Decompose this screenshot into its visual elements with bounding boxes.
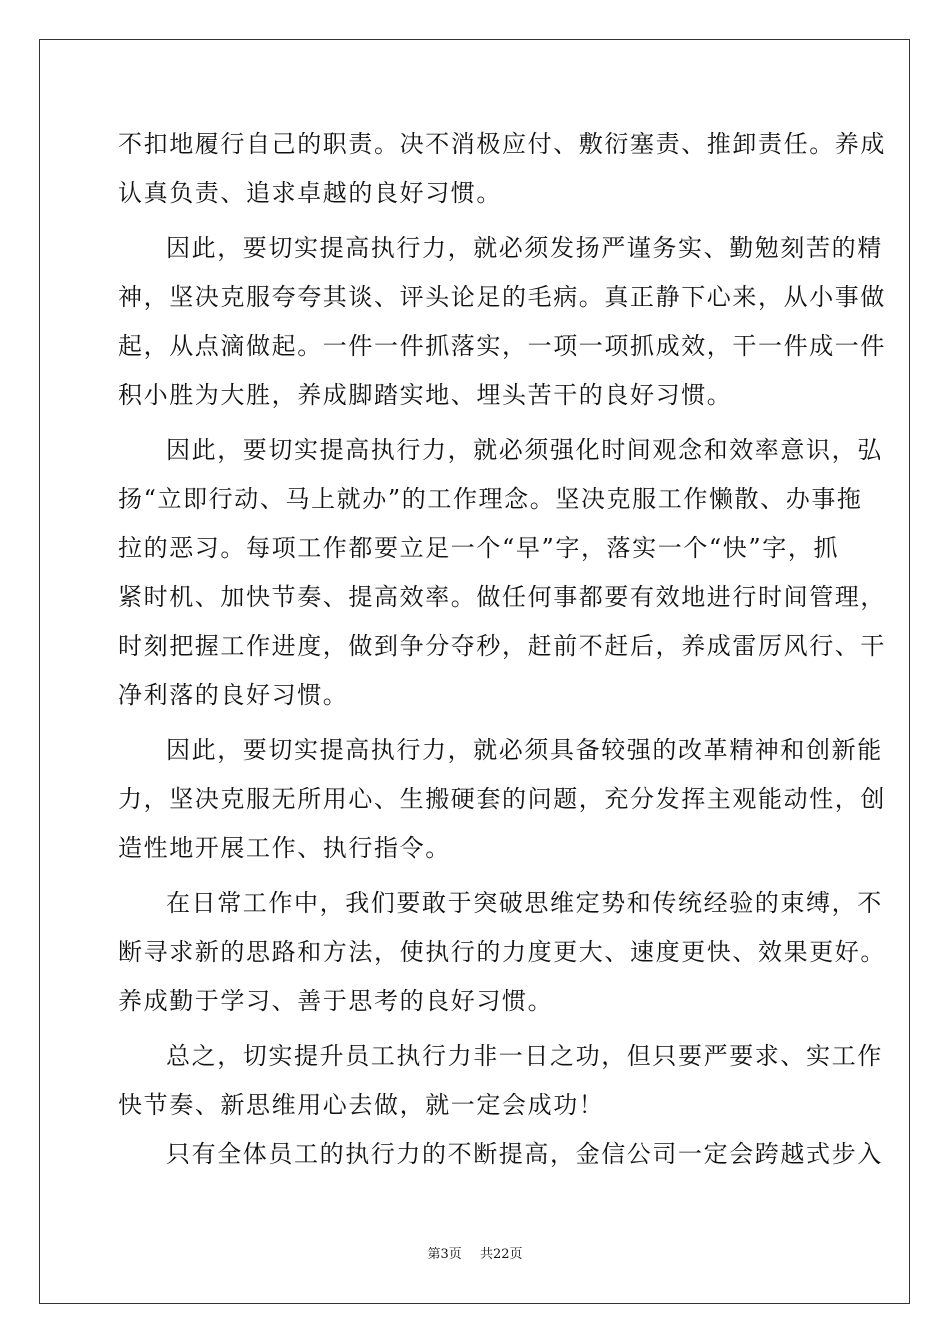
text-line: 时刻把握工作进度，做到争分夺秒，赶前不赶后，养成雷厉风行、干 (118, 632, 886, 660)
text-line: 起，从点滴做起。一件一件抓落实，一项一项抓成效，干一件成一件 (118, 332, 886, 360)
text-line: 拉的恶习。每项工作都要立足一个“早”字，落实一个“快”字，抓 (118, 534, 840, 562)
page-total: 共22页 (479, 1247, 523, 1262)
text-line: 力，坚决克服无所用心、生搬硬套的问题，充分发挥主观能动性，创 (118, 785, 886, 813)
text-line: 造性地开展工作、执行指令。 (118, 834, 451, 862)
text-line: 神，坚决克服夸夸其谈、评头论足的毛病。真正静下心来，从小事做 (118, 283, 886, 311)
text-line: 不扣地履行自己的职责。决不消极应付、敷衍塞责、推卸责任。养成 (118, 130, 886, 158)
paragraph-start-line: 总之，切实提升员工执行力非一日之功，但只要严要求、实工作 (166, 1042, 883, 1070)
page-footer (0, 1246, 950, 1264)
text-line: 扬“立即行动、马上就办”的工作理念。坚决克服工作懒散、办事拖 (118, 485, 863, 513)
text-line: 认真负责、追求卓越的良好习惯。 (118, 179, 502, 207)
text-line: 断寻求新的思路和方法，使执行的力度更大、速度更快、效果更好。 (118, 938, 886, 966)
text-line: 紧时机、加快节奏、提高效率。做任何事都要有效地进行时间管理， (118, 583, 886, 611)
text-line: 净利落的良好习惯。 (118, 681, 349, 709)
paragraph-start-line: 因此，要切实提高执行力，就必须具备较强的改革精神和创新能 (166, 736, 883, 764)
text-line: 养成勤于学习、善于思考的良好习惯。 (118, 987, 554, 1015)
paragraph-start-line: 只有全体员工的执行力的不断提高，金信公司一定会跨越式步入 (166, 1140, 883, 1168)
text-line: 积小胜为大胜，养成脚踏实地、埋头苦干的良好习惯。 (118, 381, 733, 409)
page-number: 第3页 (427, 1247, 462, 1262)
paragraph-start-line: 因此，要切实提高执行力，就必须发扬严谨务实、勤勉刻苦的精 (166, 234, 883, 262)
text-line: 快节奏、新思维用心去做，就一定会成功！ (118, 1091, 605, 1119)
paragraph-start-line: 在日常工作中，我们要敢于突破思维定势和传统经验的束缚，不 (166, 889, 883, 917)
paragraph-start-line: 因此，要切实提高执行力，就必须强化时间观念和效率意识，弘 (166, 436, 883, 464)
